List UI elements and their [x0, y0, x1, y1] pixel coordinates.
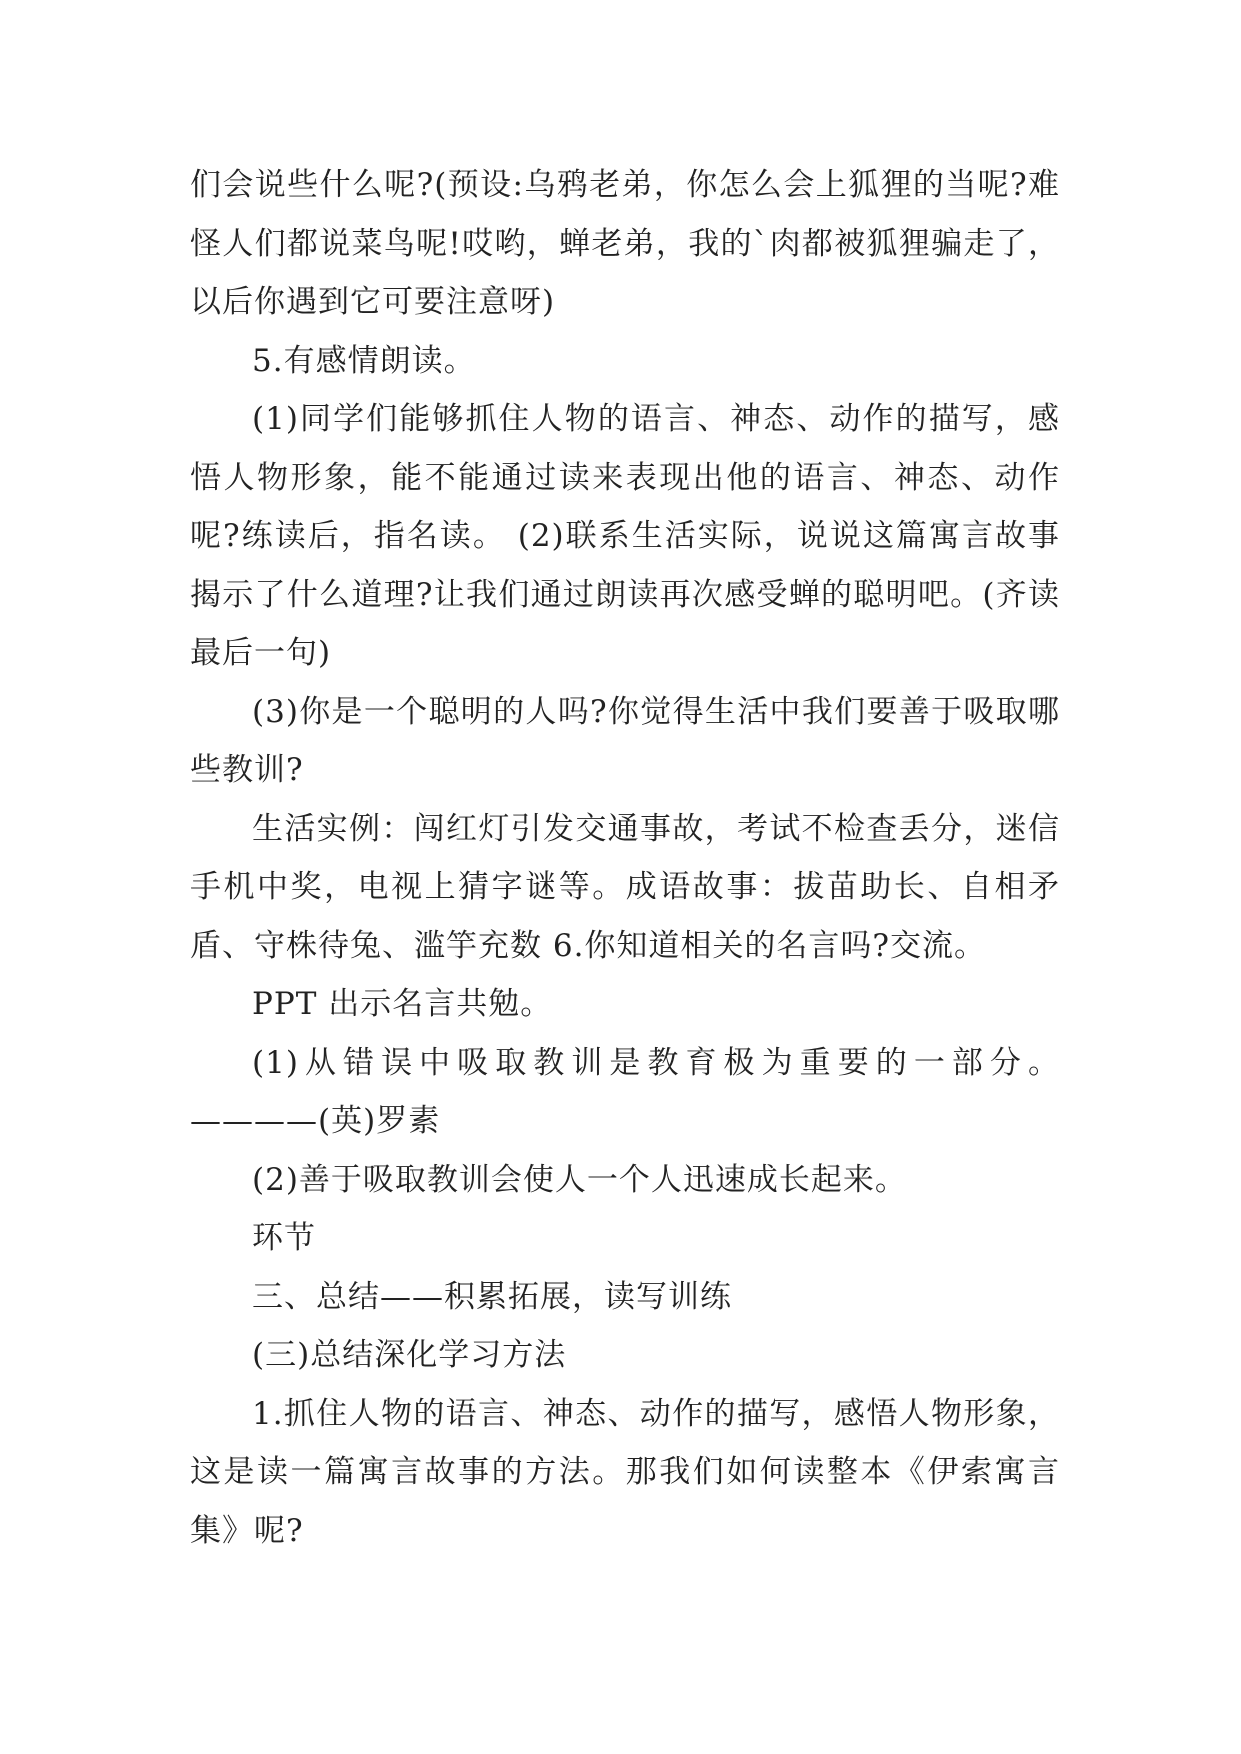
paragraph-7: (1)从错误中吸取教训是教育极为重要的一部分。————(英)罗素	[190, 1044, 1060, 1139]
paragraph-8: (2)善于吸取教训会使人一个人迅速成长起来。	[252, 1161, 907, 1198]
paragraph-3: (1)同学们能够抓住人物的语言、神态、动作的描写，感悟人物形象，能不能通过读来表现出他的语言、神态、动作呢?练读后，指名读。 (2)联系生活实际，说说这篇寓言故事揭示了什么道理?让我们通过朗读再次感受蝉的聪明吧。(齐读最后一句)	[190, 401, 1060, 671]
paragraph-2: 5.有感情朗读。	[252, 342, 476, 379]
paragraph-1: 们会说些什么呢?(预设:乌鸦老弟，你怎么会上狐狸的当呢?难怪人们都说菜鸟呢!哎哟，蝉老弟，我的`肉都被狐狸骗走了，以后你遇到它可要注意呀)	[190, 167, 1060, 320]
paragraph-4: (3)你是一个聪明的人吗?你觉得生活中我们要善于吸取哪些教训?	[190, 693, 1060, 788]
paragraph-11: (三)总结深化学习方法	[252, 1337, 567, 1373]
document-body	[190, 156, 1060, 1560]
paragraph-6: PPT 出示名言共勉。	[252, 986, 553, 1022]
paragraph-10: 三、总结——积累拓展，读写训练	[252, 1278, 732, 1315]
paragraph-12: 1.抓住人物的语言、神态、动作的描写，感悟人物形象，这是读一篇寓言故事的方法。那我们如何读整本《伊索寓言集》呢?	[190, 1395, 1060, 1549]
paragraph-9: 环节	[252, 1220, 316, 1256]
paragraph-5: 生活实例：闯红灯引发交通事故，考试不检查丢分，迷信手机中奖，电视上猜字谜等。成语故事：拔苗助长、自相矛盾、守株待兔、滥竽充数 6.你知道相关的名言吗?交流。	[190, 810, 1060, 964]
